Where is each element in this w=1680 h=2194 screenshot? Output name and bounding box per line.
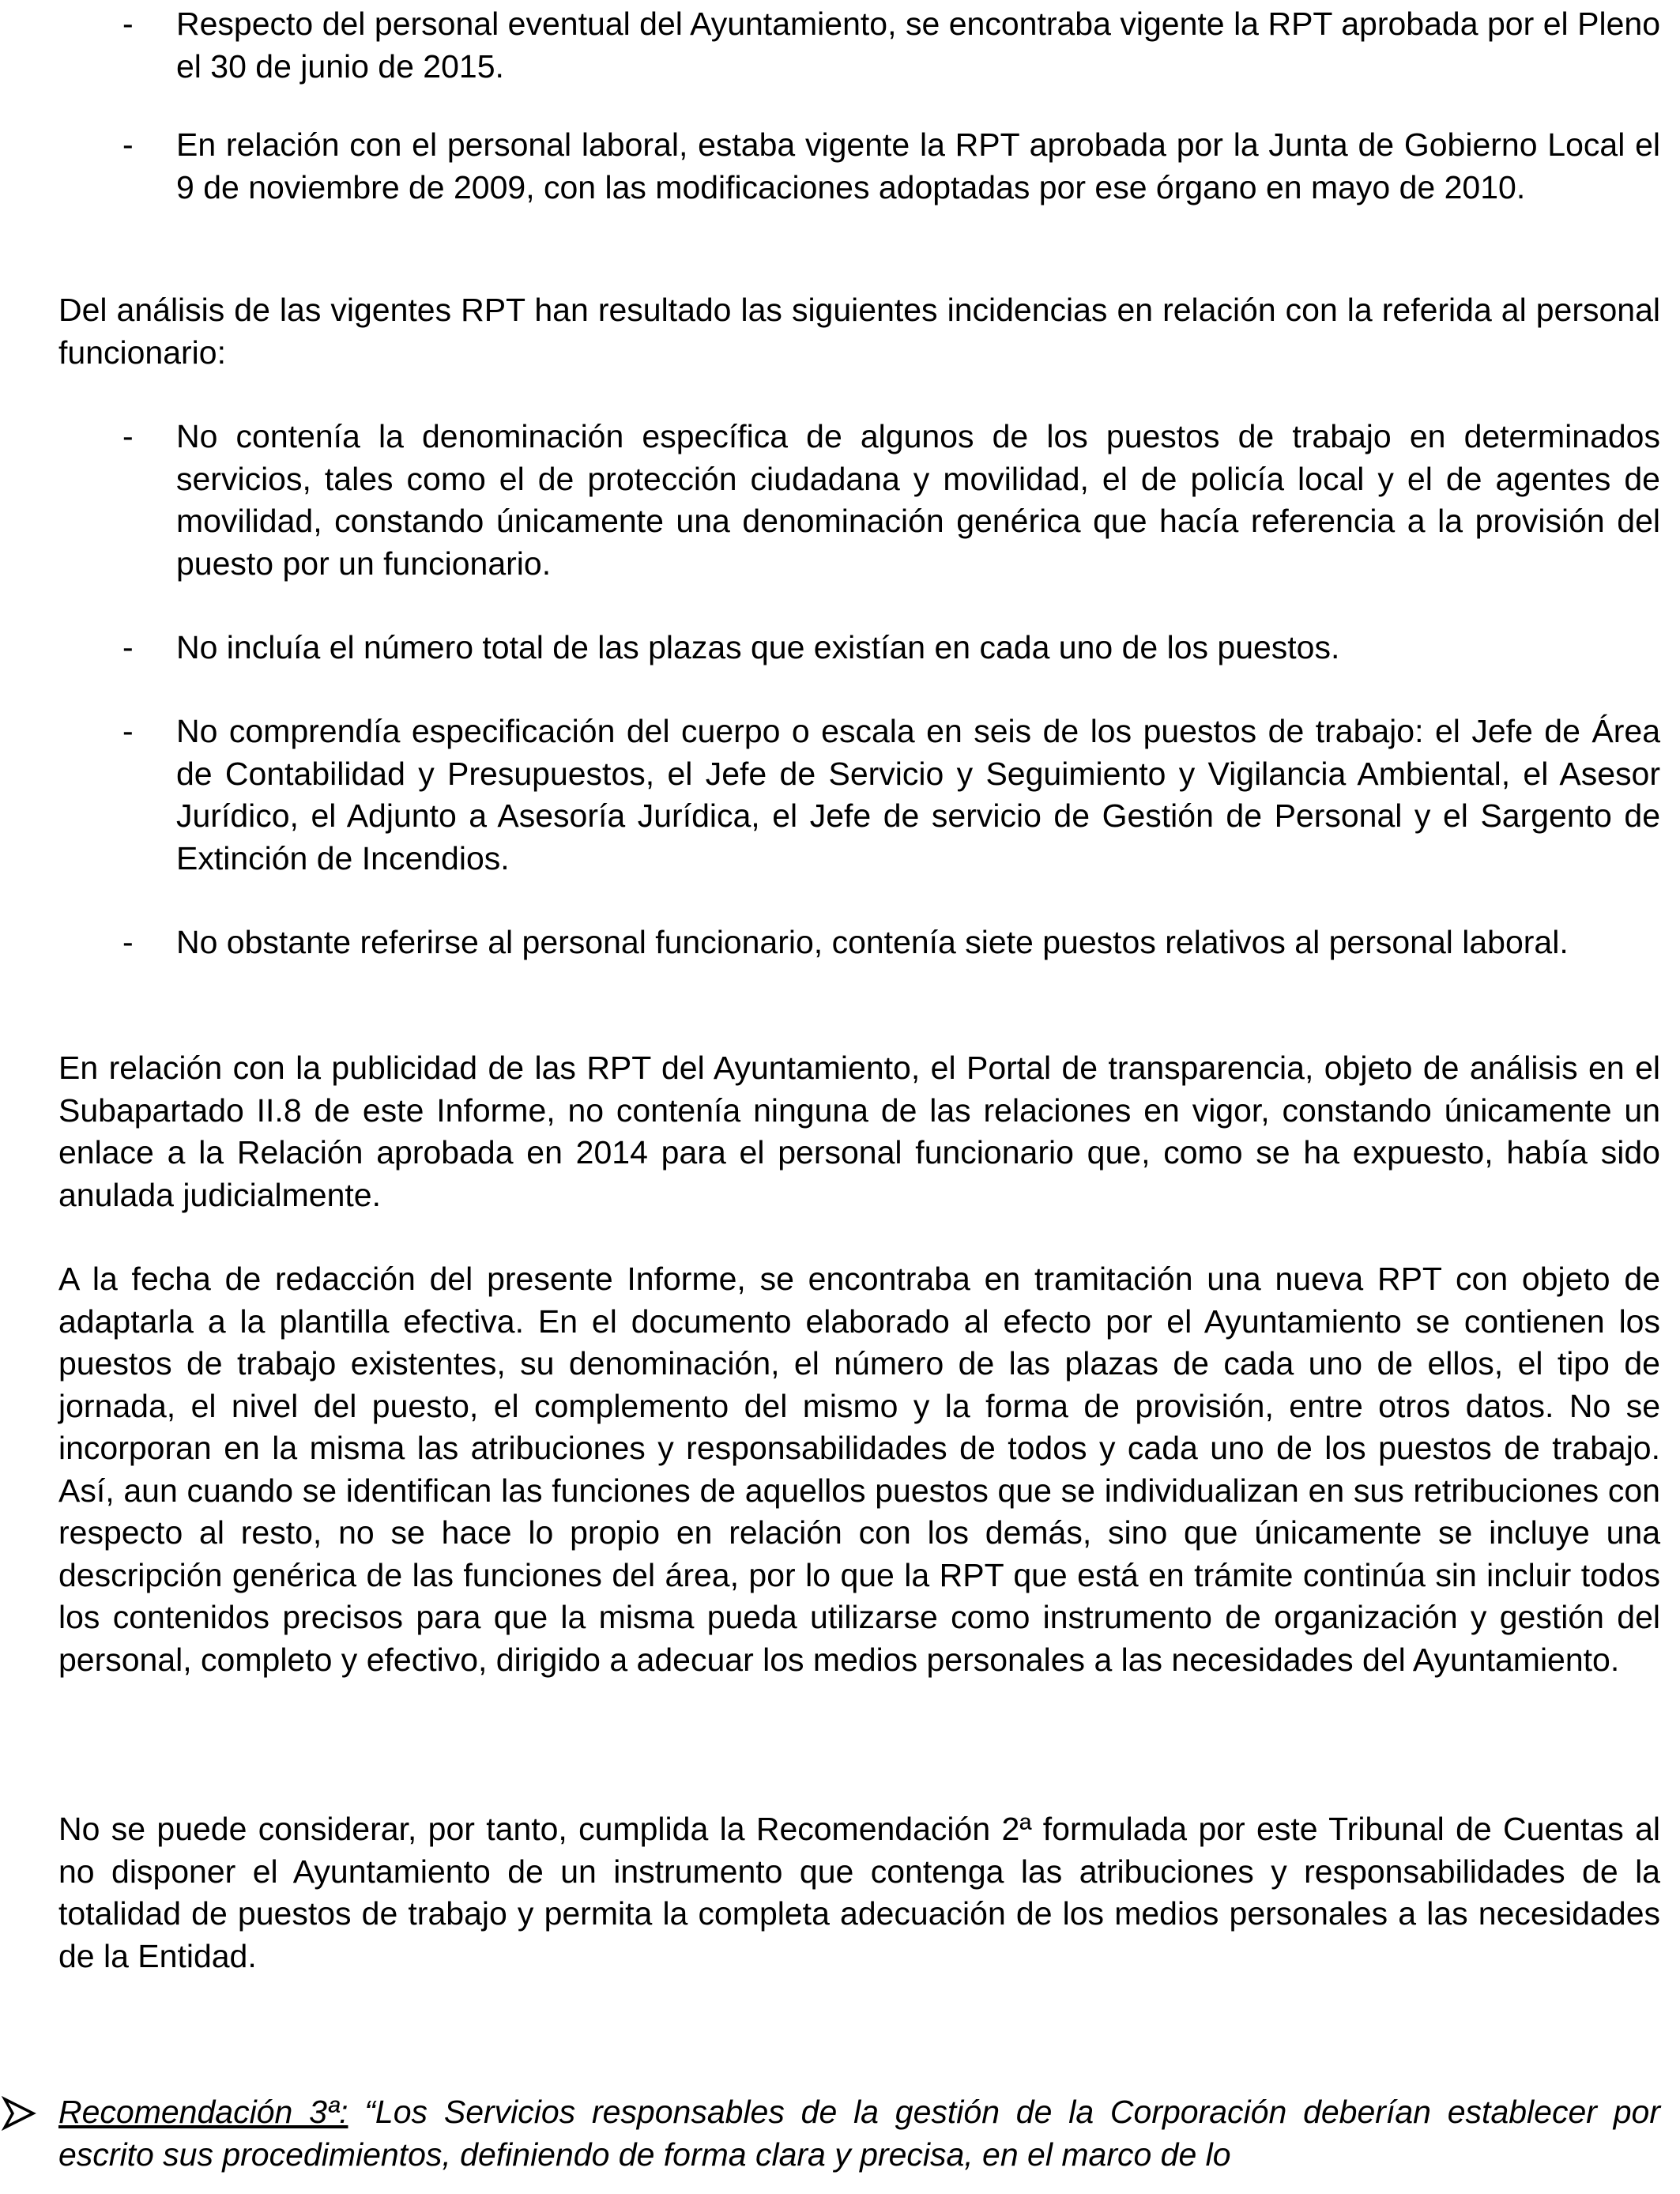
list-item-text: No comprendía especificación del cuerpo o escala en seis de los puestos de trabajo: el Jefe de Área de Contabilidad y Presupuestos, el Jefe de Servicio y Seguimiento y Vigilancia Ambiental, el Asesor Jurídico, el Adjunto a Asesoría Jurídica, el Jefe de servicio de Gestión de Personal y el Sargento de Extinción de Incendios. [176, 713, 1660, 876]
dash-bullet: - [122, 418, 134, 454]
list-item-text: En relación con el personal laboral, estaba vigente la RPT aprobada por la Junta de Gobierno Local el 9 de noviembre de 2009, con las modificaciones adoptadas por ese órgano en mayo de 2010. [176, 126, 1660, 205]
body-paragraph: En relación con la publicidad de las RPT del Ayuntamiento, el Portal de transparencia, objeto de análisis en el Subapartado II.8 de este Informe, no contenía ninguna de las relaciones en vigor, constando únicamente un enlace a la Relación aprobada en 2014 para el personal funcionario que, como se ha expuesto, había sido anulada judicialmente. [58, 1050, 1660, 1213]
arrow-bullet-icon [2, 2096, 36, 2131]
list-item-text: Respecto del personal eventual del Ayuntamiento, se encontraba vigente la RPT aprobada por el Pleno el 30 de junio de 2015. [176, 6, 1660, 85]
dash-bullet: - [122, 924, 134, 960]
dash-bullet: - [122, 713, 134, 749]
body-paragraph: No se puede considerar, por tanto, cumplida la Recomendación 2ª formulada por este Tribunal de Cuentas al no disponer el Ayuntamiento de un instrumento que contenga las atribuciones y responsabilidades de la totalidad de puestos de trabajo y permita la completa adecuación de los medios personales a las necesidades de la Entidad. [58, 1811, 1660, 1974]
list-item-text: No obstante referirse al personal funcionario, contenía siete puestos relativos al personal laboral. [176, 924, 1569, 960]
recommendation-quote: “Los Servicios responsables de la gestión de la Corporación deberían establecer por escrito sus procedimientos, definiendo de forma clara y precisa, en el marco de lo [58, 2094, 1660, 2173]
dash-bullet: - [122, 629, 134, 665]
dash-bullet: - [122, 126, 134, 163]
body-paragraph: A la fecha de redacción del presente Informe, se encontraba en tramitación una nueva RPT con objeto de adaptarla a la plantilla efectiva. En el documento elaborado al efecto por el Ayuntamiento se contienen los puestos de trabajo existentes, su denominación, el número de las plazas de cada uno de ellos, el tipo de jornada, el nivel del puesto, el complemento del mismo y la forma de provisión, entre otros datos. No se incorporan en la misma las atribuciones y responsabilidades de todos y cada uno de los puestos de trabajo. Así, aun cuando se identifican las funciones de aquellos puestos que se individualizan en sus retribuciones con respecto al resto, no se hace lo propio en relación con los demás, sino que únicamente se incluye una descripción genérica de las funciones del área, por lo que la RPT que está en trámite continúa sin incluir todos los contenidos precisos para que la misma pueda utilizarse como instrumento de organización y gestión del personal, completo y efectivo, dirigido a adecuar los medios personales a las necesidades del Ayuntamiento. [58, 1261, 1660, 1678]
list-item-text: No contenía la denominación específica de algunos de los puestos de trabajo en determinados servicios, tales como el de protección ciudadana y movilidad, el de policía local y el de agentes de movilidad, constando únicamente una denominación genérica que hacía referencia a la provisión del puesto por un funcionario. [176, 418, 1660, 582]
intro-paragraph: Del análisis de las vigentes RPT han resultado las siguientes incidencias en relación con la referida al personal funcionario: [58, 292, 1660, 371]
recommendation-label: Recomendación 3ª: [58, 2094, 348, 2130]
dash-bullet: - [122, 6, 134, 42]
list-item-text: No incluía el número total de las plazas que existían en cada uno de los puestos. [176, 629, 1340, 665]
recommendation-text [58, 2091, 1660, 2176]
